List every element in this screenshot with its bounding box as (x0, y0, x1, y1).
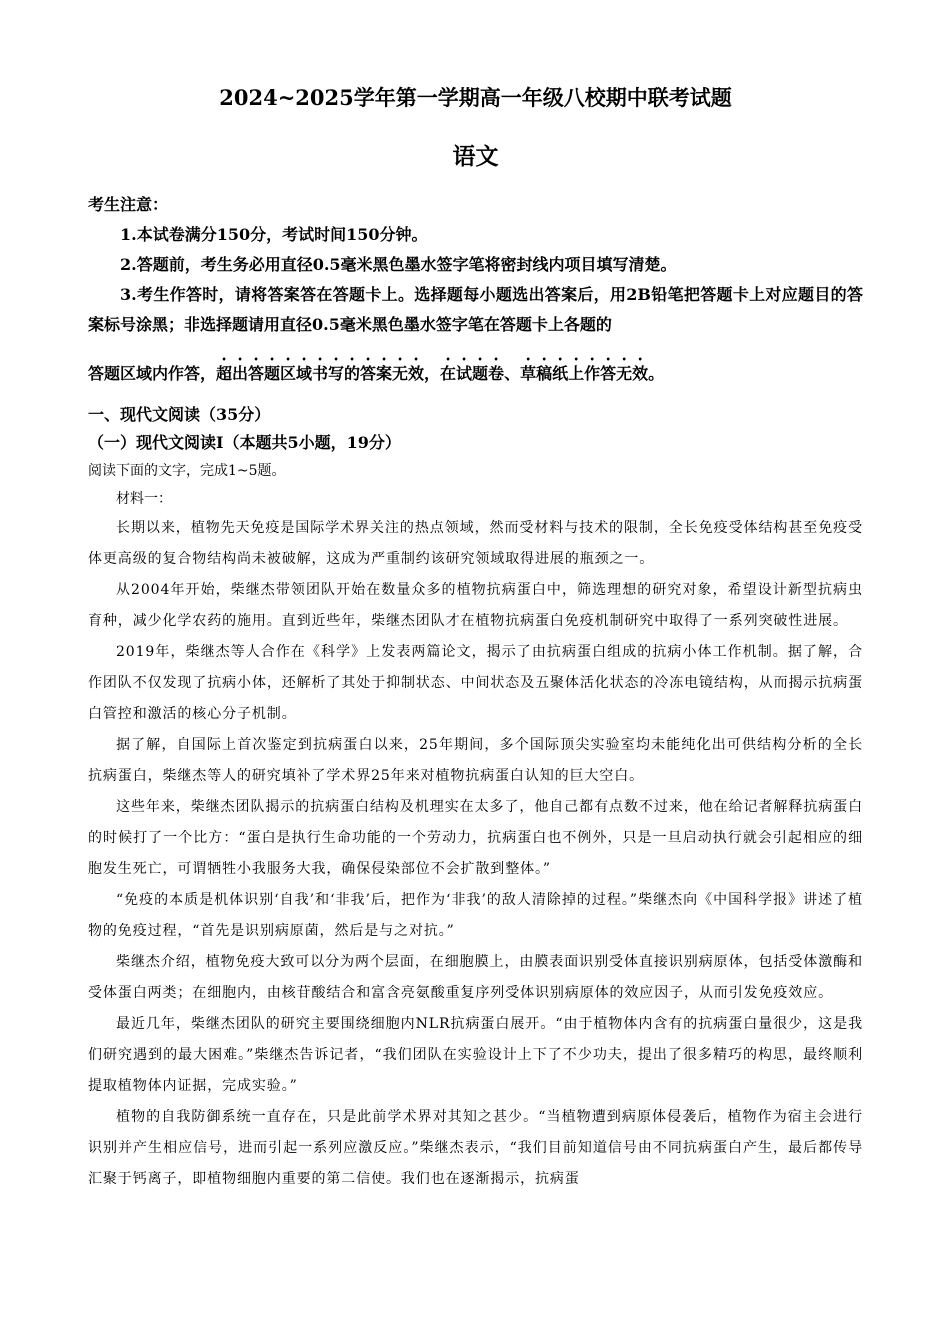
emphasis-draft-invalid: 草稿纸上作答无效 (520, 364, 649, 383)
notice-item-3: 3.考生作答时，请将答案答在答题卡上。选择题每小题选出答案后，用2B铅笔把答题卡上对应题目的答案标号涂黑；非选择题请用直径0.5毫米黑色墨水签字笔在答题卡上各题的 (88, 285, 863, 334)
emphasis-test-paper: 在试题卷 (440, 364, 505, 383)
notice-heading: 考生注意： (88, 195, 169, 214)
notice-tail-end: 。 (648, 364, 665, 383)
notice-tail-prefix: 答题区域内作答， (88, 364, 217, 383)
paragraph: 最近几年，柴继杰团队的研究主要围绕细胞内NLR抗病蛋白展开。“由于植物体内含有的抗病蛋白量很少，这是我们研究遇到的最大困难。”柴继杰告诉记者，“我们团队在实验设计上下了不少功夫，提出了很多精巧的构思，最终顺利提取植物体内证据，完成实验。” (88, 1016, 863, 1094)
notice-item-3-continued (88, 354, 863, 389)
paragraph: 2019年，柴继杰等人合作在《科学》上发表两篇论文，揭示了由抗病蛋白组成的抗病小体工作机制。据了解，合作团队不仅发现了抗病小体，还解析了其处于抑制状态、中间状态及五聚体活化状态的冷冻电镜结构，从而揭示抗病蛋白管控和激活的核心分子机制。 (88, 644, 863, 722)
exam-title: 2024~2025学年第一学期高一年级八校期中联考试题 (219, 85, 732, 110)
notice-item-2: 2.答题前，考生务必用直径0.5毫米黑色墨水签字笔将密封线内项目填写清楚。 (120, 255, 677, 274)
notice-tail-sep: 、 (504, 364, 521, 383)
paragraph: 柴继杰介绍，植物免疫大致可以分为两个层面，在细胞膜上，由膜表面识别受体直接识别病原体，包括受体激酶和受体蛋白两类；在细胞内，由核苷酸结合和富含亮氨酸重复序列受体识别病原体的效应因子，从而引发免疫效应。 (88, 954, 863, 1001)
paragraph: “免疫的本质是机体识别‘自我’和‘非我’后，把作为‘非我’的敌人清除掉的过程。”柴继杰向《中国科学报》讲述了植物的免疫过程，“首先是识别病原菌，然后是与之对抗。” (88, 892, 863, 939)
material-label: 材料一： (116, 491, 172, 507)
subject-title: 语文 (452, 143, 499, 170)
reading-instruction: 阅读下面的文字，完成1~5题。 (88, 463, 286, 479)
notice-tail-comma: ， (424, 364, 441, 383)
paragraph: 这些年来，柴继杰团队揭示的抗病蛋白结构及机理实在太多了，他自己都有点数不过来，他在给记者解释抗病蛋白的时候打了一个比方：“蛋白是执行生命功能的一个劳动力，抗病蛋白也不例外，只是一旦启动执行就会引起相应的细胞发生死亡，可谓牺牲小我服务大我，确保侵染部位不会扩散到整体。” (88, 799, 863, 877)
paragraph: 长期以来，植物先天免疫是国际学术界关注的热点领域，然而受材料与技术的限制，全长免疫受体结构甚至免疫受体更高级的复合物结构尚未被破解，这成为严重制约该研究领域取得进展的瓶颈之一。 (88, 520, 863, 567)
section-heading: 一、现代文阅读（35分） (88, 405, 271, 424)
paragraph: 据了解，自国际上首次鉴定到抗病蛋白以来，25年期间，多个国际顶尖实验室均未能纯化出可供结构分析的全长抗病蛋白，柴继杰等人的研究填补了学术界25年来对植物抗病蛋白认知的巨大空白。 (88, 737, 863, 784)
exam-page (88, 82, 863, 1195)
emphasis-invalid-area: 超出答题区域书写的答案无效 (216, 364, 425, 383)
subsection-heading: （一）现代文阅读Ⅰ（本题共5小题，19分） (88, 433, 401, 452)
paragraph: 从2004年开始，柴继杰带领团队开始在数量众多的植物抗病蛋白中，筛选理想的研究对象，希望设计新型抗病虫育种，减少化学农药的施用。直到近些年，柴继杰团队才在植物抗病蛋白免疫机制研究中取得了一系列突破性进展。 (88, 582, 863, 629)
notice-item-1: 1.本试卷满分150分，考试时间150分钟。 (120, 225, 428, 244)
paragraph: 植物的自我防御系统一直存在，只是此前学术界对其知之甚少。“当植物遭到病原体侵袭后，植物作为宿主会进行识别并产生相应信号，进而引起一系列应激反应。”柴继杰表示，“我们目前知道信号由不同抗病蛋白产生，最后都传导汇聚于钙离子，即植物细胞内重要的第二信使。我们也在逐渐揭示，抗病蛋 (88, 1109, 863, 1187)
